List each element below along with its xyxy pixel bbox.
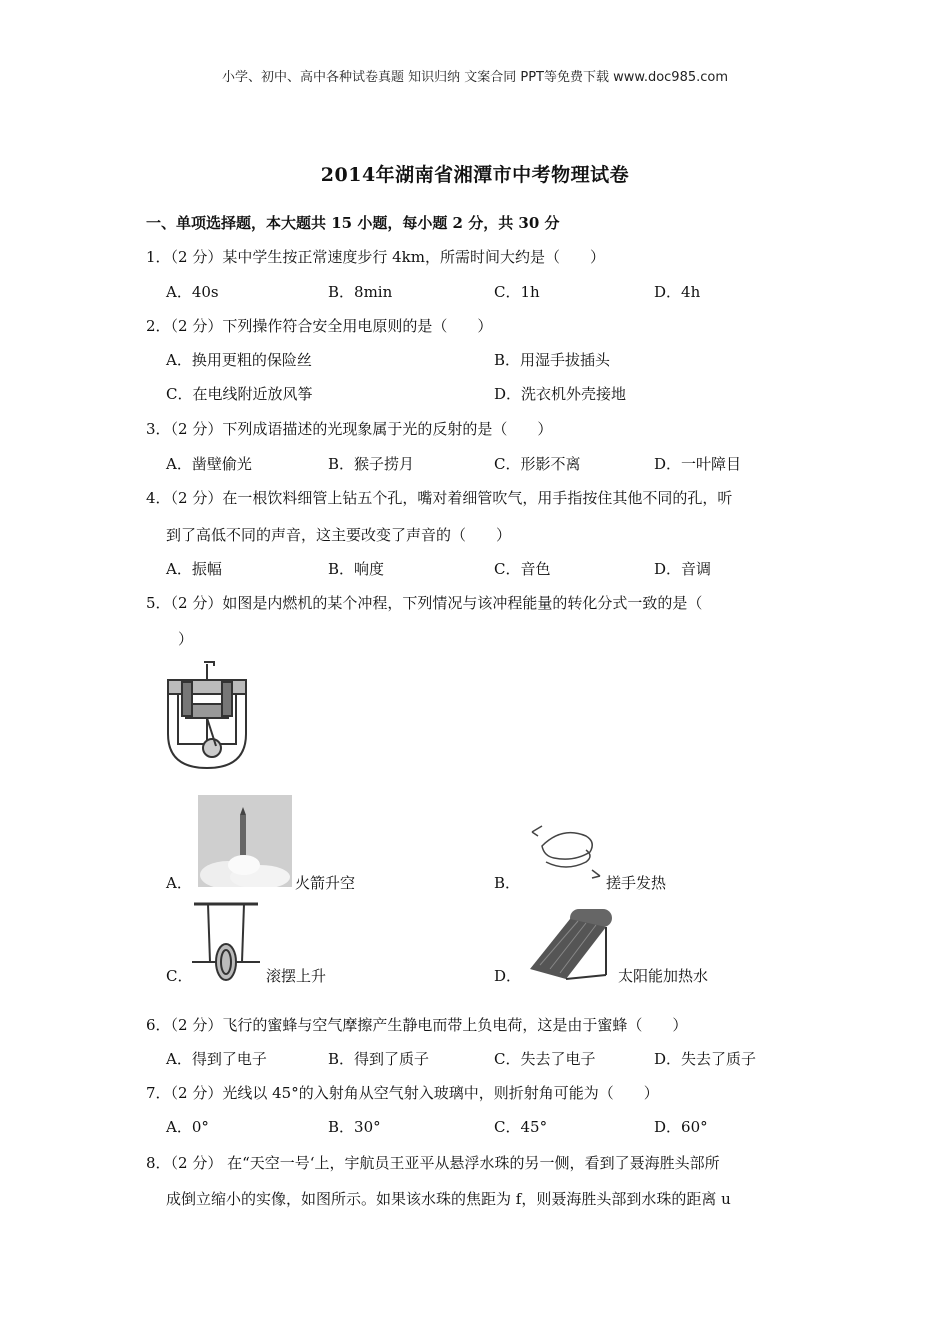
q7-option-c: C．45° [494,1118,548,1136]
q6-option-c: C．失去了电子 [494,1050,596,1068]
q7-option-b: B．30° [328,1118,381,1136]
page-header: 小学、初中、高中各种试卷真题 知识归纳 文案合同 PPT等免费下载 www.doc985.com [221,70,729,85]
q3-option-c: C．形影不离 [494,455,581,473]
page-title: 2014年湖南省湘潭市中考物理试卷 [320,164,630,186]
question-4-line2: 到了高低不同的声音，这主要改变了声音的（ ） [166,526,512,544]
question-8: 8．（2 分） 在“天空一号‘上，宇航员王亚平从悬浮水珠的另一侧，看到了聂海胜头部所 [146,1154,720,1172]
q5-option-d: D． [494,967,522,985]
question-8-line2: 成倒立缩小的实像，如图所示。如果该水珠的焦距为 f，则聂海胜头部到水珠的距离 u [166,1190,731,1208]
q4-option-d: D．音调 [654,560,712,578]
question-7: 7．（2 分）光线以 45°的入射角从空气射入玻璃中，则折射角可能为（ ） [146,1084,659,1102]
q2-option-a: A．换用更粗的保险丝 [166,351,312,369]
rocket-launch-image [198,795,292,887]
question-5: 5．（2 分）如图是内燃机的某个冲程，下列情况与该冲程能量的转化分式一致的是（ [146,594,703,612]
rubbing-hands-image [522,818,606,886]
q5-caption-c: 滚摆上升 [266,967,327,985]
q1-option-a: A．40s [166,283,219,301]
solar-water-heater-image [520,905,616,983]
question-1: 1．（2 分）某中学生按正常速度步行 4km，所需时间大约是（ ） [146,248,605,266]
q4-option-a: A．振幅 [166,560,222,578]
rolling-pendulum-image [190,900,262,982]
q3-option-a: A．凿壁偷光 [166,455,252,473]
q5-caption-b: 搓手发热 [606,874,667,892]
q4-option-c: C．音色 [494,560,551,578]
question-6: 6．（2 分）飞行的蜜蜂与空气摩擦产生静电而带上负电荷，这是由于蜜蜂（ ） [146,1016,688,1034]
q7-option-d: D．60° [654,1118,708,1136]
question-5-line2: ） [178,630,194,648]
q6-option-d: D．失去了质子 [654,1050,757,1068]
q5-option-c: C． [166,967,193,985]
q2-option-c: C．在电线附近放风筝 [166,385,313,403]
q7-option-a: A．0° [166,1118,209,1136]
q1-option-c: C．1h [494,283,540,301]
question-4: 4．（2 分）在一根饮料细管上钻五个孔，嘴对着细管吹气，用手指按住其他不同的孔，听 [146,489,733,507]
q5-option-a: A． [166,874,192,892]
q6-option-b: B．得到了质子 [328,1050,430,1068]
q3-option-d: D．一叶障目 [654,455,742,473]
engine-cylinder-figure [164,660,250,772]
q1-option-d: D．4h [654,283,701,301]
q2-option-d: D．洗衣机外壳接地 [494,385,627,403]
section-heading: 一、单项选择题，本大题共 15 小题，每小题 2 分，共 30 分 [146,214,560,232]
q5-caption-d: 太阳能加热水 [618,967,709,985]
q3-option-b: B．猴子捞月 [328,455,415,473]
q4-option-b: B．响度 [328,560,385,578]
q1-option-b: B．8min [328,283,393,301]
q5-option-b: B． [494,874,521,892]
question-3: 3．（2 分）下列成语描述的光现象属于光的反射的是（ ） [146,420,553,438]
q2-option-b: B．用湿手拔插头 [494,351,611,369]
question-2: 2．（2 分）下列操作符合安全用电原则的是（ ） [146,317,493,335]
q6-option-a: A．得到了电子 [166,1050,267,1068]
q5-caption-a: 火箭升空 [295,874,356,892]
